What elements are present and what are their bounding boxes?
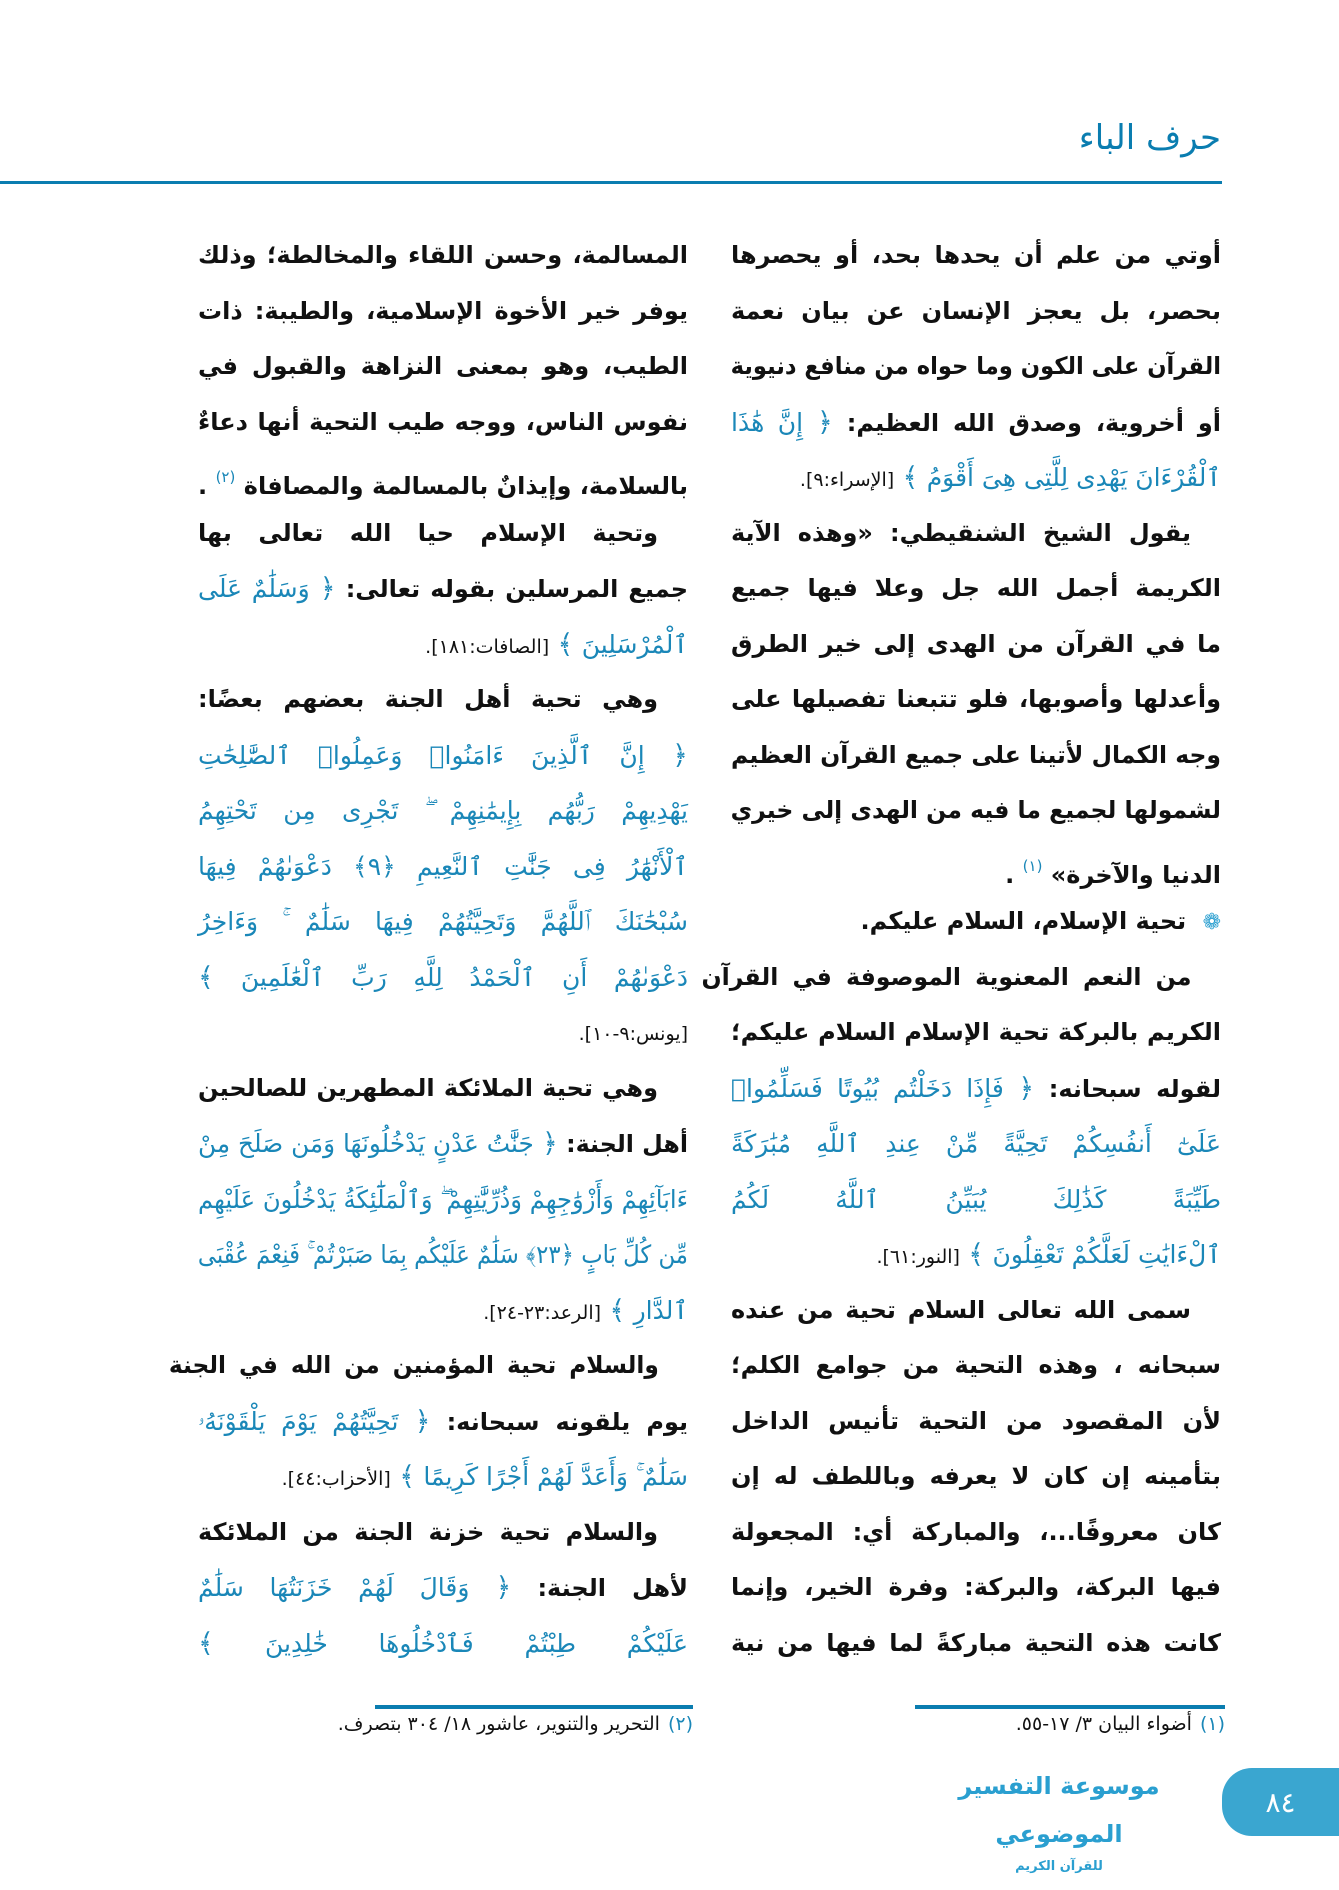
quran-verse-text: عَلَيْكُمْ طِبْتُمْ فَٱدْخُلُوهَا خَٰلِدِينَ	[264, 1628, 688, 1658]
quran-bracket: ﴿	[542, 1128, 558, 1159]
body-text: وهي تحية أهل الجنة بعضهم بعضًا:	[198, 685, 658, 713]
body-text: .	[198, 472, 208, 500]
text-line	[731, 783, 1221, 839]
quran-verse-text: جَنَّٰتُ عَدْنٍ يَدْخُلُونَهَا وَمَن صَلَحَ مِنْ	[198, 1129, 534, 1158]
text-line	[198, 1616, 688, 1672]
text-line	[731, 839, 1221, 895]
text-line	[198, 1061, 688, 1117]
quran-verse-text: ٱلْمُرْسَلِينَ	[581, 629, 688, 659]
text-line	[731, 1505, 1221, 1561]
text-line	[701, 950, 1221, 1006]
body-text: بالسلامة، وإيذانٌ بالمسالمة والمصافاة	[243, 472, 689, 500]
quran-bracket: ﴿	[1018, 1072, 1035, 1104]
body-text: سبحانه ، وهذه التحية من جوامع الكلم؛	[731, 1351, 1221, 1379]
text-line	[731, 1338, 1221, 1394]
body-text: تحية الإسلام، السلام عليكم.	[860, 907, 1187, 935]
body-text: سمى الله تعالى السلام تحية من عنده	[731, 1295, 1191, 1324]
text-line	[198, 284, 688, 340]
body-text: .	[1005, 860, 1015, 889]
quran-verse-text: إِنَّ ٱلَّذِينَ ءَامَنُوا۟ وَعَمِلُوا۟ ٱلصَّٰلِحَٰتِ	[198, 740, 645, 770]
text-line	[731, 395, 1221, 451]
text-line	[731, 1449, 1221, 1505]
text-line	[198, 839, 688, 895]
body-text: وهي تحية الملائكة المطهرين للصالحين	[198, 1073, 658, 1102]
quran-verse-text: ءَابَآئِهِمْ وَأَزْوَٰجِهِمْ وَذُرِّيَّٰتِهِمْ ۖ وَٱلْمَلَٰٓئِكَةُ يَدْخُلُونَ عَلَيْهِم	[198, 1184, 688, 1214]
left-text-column	[168, 228, 689, 1671]
body-text: ما في القرآن من الهدى إلى خير الطرق	[731, 629, 1221, 658]
body-text: المسالمة، وحسن اللقاء والمخالطة؛ وذلك	[198, 241, 688, 269]
quran-verse-text: عَلَىٰٓ أَنفُسِكُمْ تَحِيَّةً مِّنْ عِندِ ٱللَّهِ مُبَٰرَكَةً	[731, 1129, 1221, 1158]
text-line	[731, 1283, 1221, 1339]
body-text: كان معروفًا...، والمباركة أي: المجعولة	[731, 1517, 1221, 1546]
text-line	[198, 561, 688, 617]
text-line	[731, 1227, 1221, 1283]
body-text: فيها البركة، والبركة: وفرة الخير، وإنما	[731, 1573, 1221, 1601]
quran-bracket: ﴾	[399, 1461, 416, 1492]
quran-verse-text: مِّن كُلِّ بَابٍ ﴿٢٣﴾ سَلَٰمٌ عَلَيْكُم بِمَا صَبَرْتُمْ ۚ فَنِعْمَ عُقْبَى	[197, 1240, 688, 1269]
text-line	[198, 395, 688, 451]
body-text: الكريمة أجمل الله جل وعلا فيها جميع	[731, 574, 1221, 602]
text-line	[731, 1172, 1221, 1228]
quran-bracket: ﴿	[414, 1405, 431, 1437]
quran-verse-text: تَحِيَّتُهُمْ يَوْمَ يَلْقَوْنَهُۥ	[198, 1406, 399, 1436]
text-line	[731, 894, 1221, 950]
text-line	[198, 672, 688, 728]
verse-reference: [الرعد:٢٣-٢٤].	[483, 1301, 602, 1324]
body-text: وأعدلها وأصوبها، فلو تتبعنا تفصيلها على	[731, 685, 1221, 713]
footnote-marker: (١)	[1022, 856, 1043, 875]
body-text: كانت هذه التحية مباركةً لما فيها من نية	[731, 1628, 1221, 1657]
body-text: لأهل الجنة:	[511, 1574, 688, 1602]
body-text: والسلام تحية خزنة الجنة من الملائكة	[198, 1517, 658, 1546]
quran-bracket: ﴾	[609, 1294, 626, 1326]
footnote-marker: (٢)	[215, 468, 236, 486]
text-line	[731, 284, 1221, 340]
footnote-number: (١)	[1199, 1713, 1225, 1735]
quran-verse-text: ٱلْءَايَٰتِ لَعَلَّكُمْ تَعْقِلُونَ	[992, 1240, 1221, 1269]
body-text: من النعم المعنوية الموصوفة في القرآن	[701, 962, 1192, 991]
text-line	[731, 228, 1221, 284]
footnote-number: (٢)	[667, 1713, 693, 1735]
chapter-title: حرف الباء	[1078, 118, 1221, 158]
footnote-2	[338, 1713, 693, 1735]
quran-bracket: ﴿	[319, 573, 336, 604]
text-line	[198, 1116, 688, 1172]
quran-bracket: ﴾	[557, 628, 574, 660]
text-line	[731, 506, 1221, 562]
text-line	[198, 617, 688, 673]
text-line	[731, 672, 1221, 728]
section-flower-icon: ❁	[1202, 910, 1221, 935]
quran-bracket: ﴾	[198, 1627, 214, 1659]
quran-verse-text: ٱلْقُرْءَانَ يَهْدِى لِلَّتِى هِىَ أَقْوَمُ	[926, 463, 1221, 492]
body-text: يوفر خير الأخوة الإسلامية، والطيبة: ذات	[198, 296, 688, 325]
text-line	[731, 561, 1221, 617]
verse-reference: [يونس:٩-١٠].	[578, 1023, 688, 1045]
text-line	[731, 339, 1221, 395]
quran-verse-text: إِنَّ هَٰذَا	[731, 407, 804, 437]
text-line	[198, 1560, 688, 1616]
body-text: أو أخروية، وصدق الله العظيم:	[832, 408, 1222, 437]
footnote-text: التحرير والتنوير، عاشور ١٨/ ٣٠٤ بتصرف.	[337, 1713, 660, 1735]
text-line	[731, 1394, 1221, 1450]
text-line	[198, 1394, 688, 1450]
quran-verse-text: طَيِّبَةً كَذَٰلِكَ يُبَيِّنُ ٱللَّهُ لَكُمُ	[731, 1184, 1221, 1214]
page-number: ٨٤	[1222, 1768, 1339, 1836]
quran-bracket: ﴾	[968, 1239, 985, 1270]
body-text: لأن المقصود من التحية تأنيس الداخل	[731, 1406, 1221, 1435]
quran-bracket: ﴿	[817, 406, 833, 438]
text-line	[198, 1449, 688, 1505]
quran-bracket: ﴿	[495, 1572, 512, 1603]
text-line	[198, 506, 688, 562]
text-line	[731, 1116, 1221, 1172]
text-line	[198, 1227, 688, 1283]
quran-verse-text: يَهْدِيهِمْ رَبُّهُم بِإِيمَٰنِهِمْ ۖ تَجْرِى مِن تَحْتِهِمُ	[198, 796, 688, 825]
text-line	[731, 728, 1221, 784]
text-line	[731, 1560, 1221, 1616]
logo-title: موسوعة التفسير الموضوعي	[958, 1772, 1160, 1848]
quran-verse-text: فَإِذَا دَخَلْتُم بُيُوتًا فَسَلِّمُوا۟	[731, 1073, 1004, 1103]
body-text: يقول الشيخ الشنقيطي: «وهذه الآية	[731, 518, 1191, 547]
body-text: لقوله سبحانه:	[1034, 1074, 1222, 1103]
quran-verse-text: دَعْوَىٰهُمْ أَنِ ٱلْحَمْدُ لِلَّهِ رَبِّ ٱلْعَٰلَمِينَ	[240, 962, 689, 992]
body-text: جميع المرسلين بقوله تعالى:	[335, 575, 688, 603]
body-text: وجه الكمال لأتينا على جميع القرآن العظيم	[731, 740, 1221, 769]
quran-verse-text: وَسَلَٰمٌ عَلَى	[198, 574, 310, 603]
text-line	[198, 783, 688, 839]
verse-reference: [الصافات:١٨١].	[425, 635, 550, 658]
text-line	[198, 228, 688, 284]
verse-reference: [الأحزاب:٤٤].	[281, 1468, 391, 1490]
body-text: لشمولها لجميع ما فيه من الهدى إلى خيري	[730, 796, 1221, 824]
text-line	[198, 1005, 688, 1061]
text-line	[198, 1505, 688, 1561]
body-text: أوتي من علم أن يحدها بحد، أو يحصرها	[731, 241, 1221, 269]
text-line	[198, 728, 688, 784]
body-text: أهل الجنة:	[557, 1130, 689, 1158]
body-text: بحصر، بل يعجز الإنسان عن بيان نعمة	[731, 296, 1221, 325]
verse-reference: [الإسراء:٩].	[799, 469, 895, 491]
logo-subtitle: للقرآن الكريم	[1015, 1859, 1103, 1874]
text-line	[731, 1061, 1221, 1117]
text-line	[169, 1338, 688, 1394]
quran-bracket: ﴾	[902, 462, 919, 493]
quran-verse-text: ٱلدَّارِ	[633, 1295, 688, 1325]
header-divider	[0, 181, 1222, 184]
body-text: والسلام تحية المؤمنين من الله في الجنة	[168, 1351, 659, 1379]
footnote-text: أضواء البيان ٣/ ١٧-٥٥.	[1015, 1713, 1192, 1735]
text-line	[198, 894, 688, 950]
quran-verse-text: سَلَٰمٌ ۚ وَأَعَدَّ لَهُمْ أَجْرًا كَرِيمًا	[423, 1462, 688, 1491]
body-text: الطيب، وهو بمعنى النزاهة والقبول في	[198, 352, 688, 380]
body-text: الدنيا والآخرة»	[1050, 860, 1221, 889]
footnote-1	[1016, 1713, 1225, 1735]
body-text: بتأمينه إن كان لا يعرفه وباللطف له إن	[731, 1462, 1221, 1490]
right-text-column	[701, 228, 1222, 1671]
text-line	[198, 950, 688, 1006]
verse-reference: [النور:٦١].	[876, 1246, 960, 1268]
footnote-divider	[375, 1705, 693, 1709]
text-line	[731, 450, 1221, 506]
quran-verse-text: سُبْحَٰنَكَ ٱللَّهُمَّ وَتَحِيَّتُهُمْ فِيهَا سَلَٰمٌ ۚ وَءَاخِرُ	[198, 907, 688, 936]
text-line	[198, 1283, 688, 1339]
footnote-divider	[915, 1705, 1225, 1709]
body-text: يوم يلقونه سبحانه:	[430, 1407, 689, 1436]
quran-bracket: ﴾	[198, 961, 214, 993]
body-text: نفوس الناس، ووجه طيب التحية أنها دعاءٌ	[198, 407, 688, 436]
text-line	[198, 1172, 688, 1228]
text-line	[731, 1616, 1221, 1672]
body-text: وتحية الإسلام حيا الله تعالى بها	[198, 518, 658, 547]
quran-verse-text: وَقَالَ لَهُمْ خَزَنَتُهَا سَلَٰمٌ	[198, 1573, 470, 1602]
text-line	[198, 339, 688, 395]
text-line	[731, 617, 1221, 673]
text-line	[198, 450, 688, 506]
body-text: القرآن على الكون وما حواه من منافع دنيوية	[730, 352, 1221, 380]
quran-bracket: ﴿	[672, 739, 688, 771]
quran-verse-text: ٱلْأَنْهَٰرُ فِى جَنَّٰتِ ٱلنَّعِيمِ ﴿٩﴾ دَعْوَىٰهُمْ فِيهَا	[198, 851, 688, 881]
text-line	[731, 1005, 1221, 1061]
encyclopedia-logo	[934, 1762, 1184, 1874]
body-text: الكريم بالبركة تحية الإسلام السلام عليكم؛	[731, 1018, 1221, 1046]
